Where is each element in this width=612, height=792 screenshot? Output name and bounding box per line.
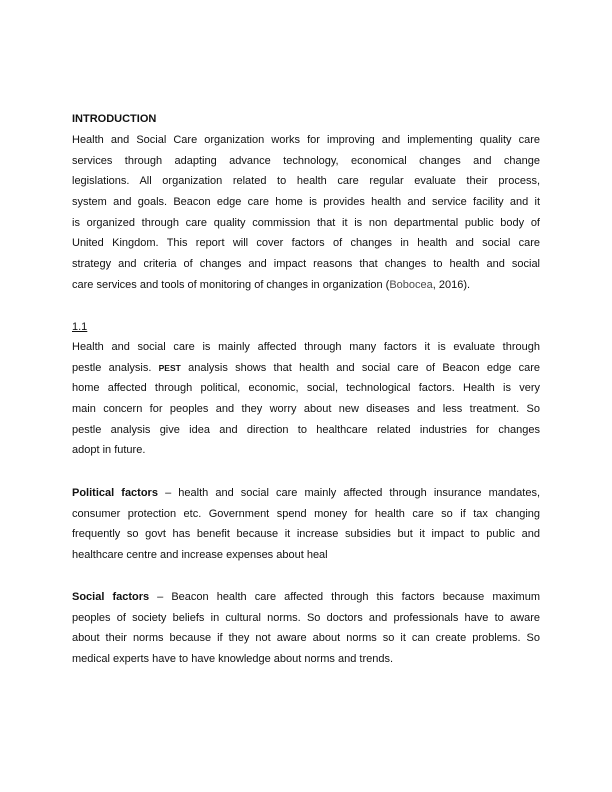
text-line: services through adapting advance technology, economical changes and change xyxy=(72,154,540,167)
text-line xyxy=(72,358,540,379)
text-line: frequently so govt has benefit because it increase subsidies but it impact to public and xyxy=(72,528,540,541)
text-line: strategy and criteria of changes and impact reasons that changes to health and social xyxy=(72,258,540,271)
text-line: system and goals. Beacon edge care home is provides health and service facility and it xyxy=(72,196,540,209)
text-line: medical experts have to have knowledge about norms and trends. xyxy=(72,653,394,666)
text-line: home affected through political, economic, social, technological factors. Health is very xyxy=(72,382,540,395)
section-1-1-paragraph xyxy=(72,337,540,461)
political-factors-label: Political factors xyxy=(72,487,158,499)
text-line xyxy=(72,275,540,296)
text-line xyxy=(72,587,540,608)
text-segment: analysis shows that health and social care of Beacon edge care xyxy=(180,361,540,374)
text-line: peoples of society beliefs in cultural norms. So doctors and professionals have to aware xyxy=(72,611,540,624)
social-factors-label: Social factors xyxy=(72,591,150,603)
text-line: about their norms because if they not aware about norms so it can create problems. So xyxy=(72,632,540,645)
political-factors-paragraph xyxy=(72,483,540,566)
text-line xyxy=(72,483,540,504)
text-segment: – health and social care mainly affected through insurance mandates, xyxy=(157,487,540,499)
citation-year: , 2016). xyxy=(432,278,471,291)
text-segment: care services and tools of monitoring of changes in organization ( xyxy=(72,278,390,291)
text-line: legislations. All organization related to health care regular evaluate their process, xyxy=(72,175,540,188)
text-segment: – Beacon health care affected through this factors because maximum xyxy=(149,591,541,603)
heading-text: INTRODUCTION xyxy=(72,113,157,125)
citation-author: Bobocea xyxy=(389,278,433,291)
section-number: 1.1 xyxy=(72,321,88,333)
pest-acronym: PEST xyxy=(158,362,181,373)
introduction-paragraph xyxy=(72,130,540,296)
text-line: Health and Social Care organization works for improving and implementing quality care xyxy=(72,134,540,146)
text-line: is organized through care quality commission that it is non departmental public body of xyxy=(72,216,540,229)
section-1-1-heading xyxy=(72,317,540,338)
introduction-heading xyxy=(72,109,540,130)
text-line: United Kingdom. This report will cover factors of changes in health and social care xyxy=(72,237,540,250)
text-line: Health and social care is mainly affected through many factors it is evaluate through xyxy=(72,341,540,353)
text-line: main concern for peoples and they worry about new diseases and less treatment. So xyxy=(72,403,540,416)
text-segment: pestle analysis. xyxy=(72,361,159,374)
text-line: adopt in future. xyxy=(72,444,146,457)
text-line: pestle analysis give idea and direction to healthcare related industries for changes xyxy=(72,423,540,436)
text-line: healthcare centre and increase expenses about heal xyxy=(72,549,328,562)
text-line: consumer protection etc. Government spend money for health care so if tax changing xyxy=(72,507,540,520)
social-factors-paragraph xyxy=(72,587,540,670)
